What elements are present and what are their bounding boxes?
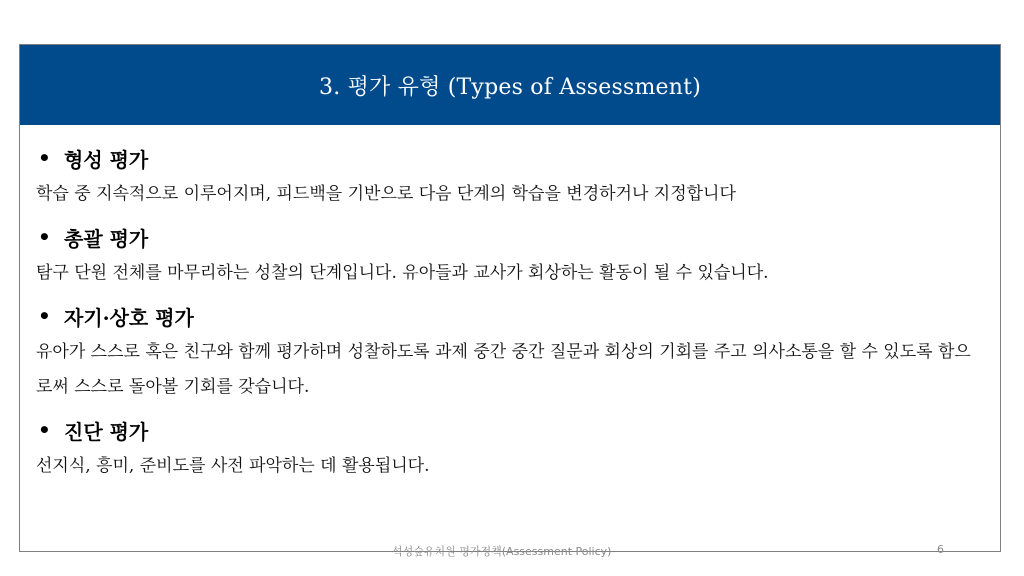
section-self-peer	[34, 297, 986, 405]
section-summative	[34, 218, 986, 291]
heading-text: 총괄 평가	[64, 226, 149, 251]
section-heading	[34, 139, 986, 177]
section-description: 유아가 스스로 혹은 친구와 함께 평가하며 성찰하도록 과제 중간 중간 질문과 회상의 기회를 주고 의사소통을 할 수 있도록 함으로써 스스로 돌아볼 기회를 갖습니다.	[36, 342, 971, 397]
bullet-icon: •	[38, 225, 51, 249]
footer-text: 석성숲유치원 평가정책(Assessment Policy)	[392, 545, 612, 558]
content-frame	[19, 44, 1001, 552]
section-heading	[34, 297, 986, 335]
bullet-icon: •	[38, 304, 51, 328]
heading-text: 진단 평가	[64, 419, 149, 444]
section-description: 탐구 단원 전체를 마무리하는 성찰의 단계입니다. 유아들과 교사가 회상하는 활동이 될 수 있습니다.	[36, 263, 769, 283]
bullet-icon: •	[38, 418, 51, 442]
section-diagnostic	[34, 411, 986, 484]
heading-text: 자기·상호 평가	[64, 305, 194, 330]
bullet-icon: •	[38, 146, 51, 170]
section-heading	[34, 411, 986, 449]
page-number: 6	[937, 543, 944, 556]
footer	[0, 543, 1024, 559]
content-body	[34, 139, 986, 490]
section-description: 학습 중 지속적으로 이루어지며, 피드백을 기반으로 다음 단계의 학습을 변경하거나 지정합니다	[36, 184, 736, 204]
section-description: 선지식, 흥미, 준비도를 사전 파악하는 데 활용됩니다.	[36, 456, 430, 476]
heading-text: 형성 평가	[64, 147, 149, 172]
title-banner	[20, 45, 1000, 125]
section-formative	[34, 139, 986, 212]
page-title: 3. 평가 유형 (Types of Assessment)	[319, 74, 701, 100]
section-heading	[34, 218, 986, 256]
